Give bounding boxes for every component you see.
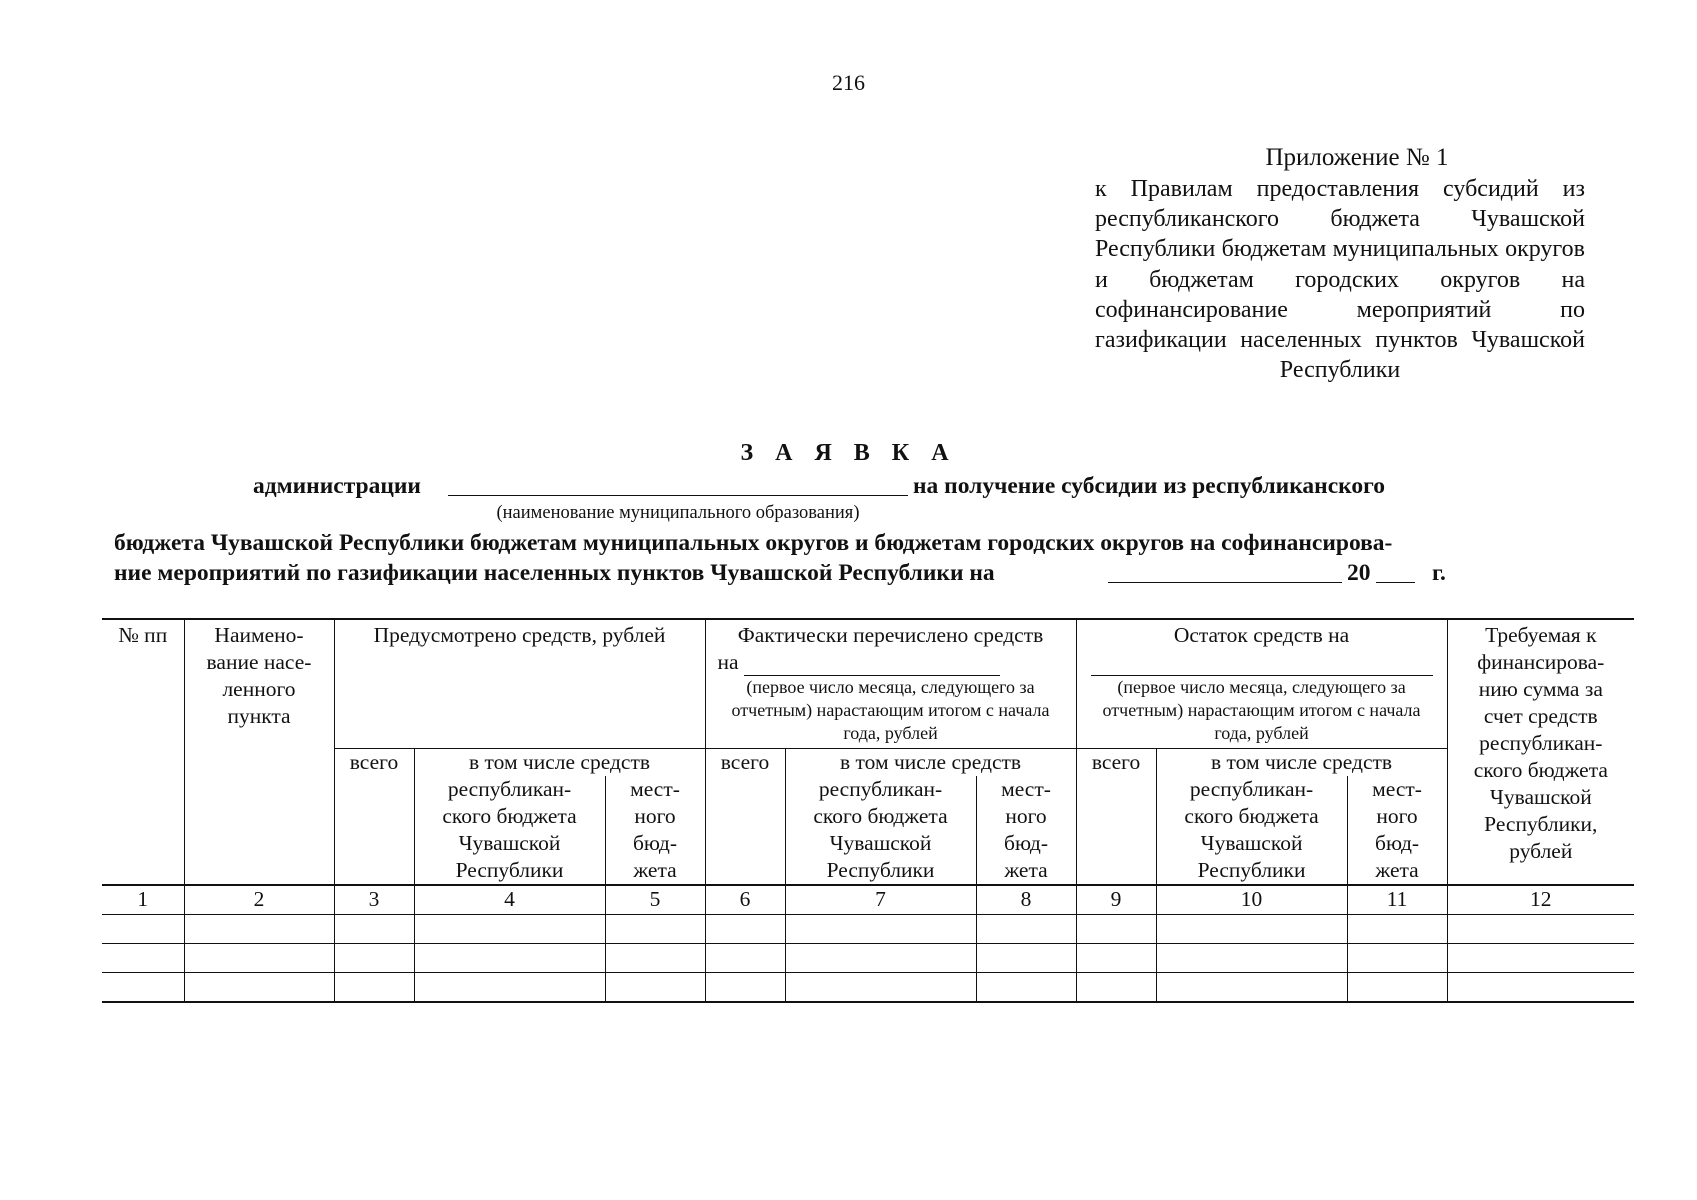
table-cell[interactable]	[414, 944, 605, 973]
table-row	[102, 915, 1634, 944]
transferred-local-budget-header: мест-ного бюд-жета	[976, 776, 1076, 885]
table-cell[interactable]	[1076, 944, 1156, 973]
year-prefix: 20	[1347, 560, 1371, 586]
group-header-transferred-title: Фактически перечислено средств	[737, 623, 1044, 647]
col-number: 4	[414, 885, 605, 915]
table-cell[interactable]	[1347, 973, 1447, 1003]
col-number: 12	[1447, 885, 1634, 915]
table-cell[interactable]	[102, 944, 184, 973]
col-header-no: № пп	[102, 619, 184, 885]
municipality-hint: (наименование муниципального образования)	[496, 503, 860, 523]
transferred-na-label: на	[717, 650, 739, 674]
page-number: 216	[832, 70, 865, 95]
table-cell[interactable]	[1347, 944, 1447, 973]
request-line1-left: администрации	[253, 473, 421, 499]
transferred-incl-header: в том числе средств	[785, 749, 1076, 777]
remainder-local-budget-header: мест-ного бюд-жета	[1347, 776, 1447, 885]
col-number: 7	[785, 885, 976, 915]
table-cell[interactable]	[705, 944, 785, 973]
table-cell[interactable]	[976, 915, 1076, 944]
group-header-remainder-title: Остаток средств на	[1173, 623, 1350, 647]
table-cell[interactable]	[605, 915, 705, 944]
col-number: 2	[184, 885, 334, 915]
transferred-total-header: всего	[705, 749, 785, 886]
table-cell[interactable]	[1156, 973, 1347, 1003]
col-number: 8	[976, 885, 1076, 915]
col-number: 9	[1076, 885, 1156, 915]
col-number: 3	[334, 885, 414, 915]
table-cell[interactable]	[102, 973, 184, 1003]
remainder-hint: (первое число месяца, следующего за отчетным) нарастающим итогом с начала года, рублей	[1102, 677, 1421, 743]
table-cell[interactable]	[414, 915, 605, 944]
planned-local-budget-header: мест-ного бюд-жета	[605, 776, 705, 885]
appendix-text: к Правилам предоставления субсидий из республиканского бюджета Чувашской Республики бюджетам муниципальных округов и бюджетам городских округов на софинансирование мероприятий по газификации населенных пунктов Чувашской Республики	[1095, 176, 1585, 384]
table-cell[interactable]	[1076, 973, 1156, 1003]
table-cell[interactable]	[1447, 915, 1634, 944]
transferred-rep-budget-header: республикан-ского бюджета Чувашской Республики	[785, 776, 976, 885]
col-header-required: Требуемая к финансирова-нию сумма за счет средств республикан-ского бюджета Чувашской Республики, рублей	[1447, 619, 1634, 885]
table-cell[interactable]	[605, 944, 705, 973]
request-line2: бюджета Чувашской Республики бюджетам муниципальных округов и бюджетам городских округов на софинансирова-	[114, 530, 1393, 556]
planned-total-header: всего	[334, 749, 414, 886]
remainder-date-line	[1077, 649, 1447, 676]
request-line3: ние мероприятий по газификации населенных пунктов Чувашской Республики на	[114, 560, 995, 586]
table-cell[interactable]	[785, 973, 976, 1003]
table-cell[interactable]	[1156, 915, 1347, 944]
table-cell[interactable]	[184, 915, 334, 944]
municipality-blank-field[interactable]	[448, 495, 908, 496]
table-row	[102, 973, 1634, 1003]
request-line1-right: на получение субсидии из республиканского	[913, 473, 1385, 499]
column-numbers-row	[102, 885, 1634, 915]
year-suffix: г.	[1432, 560, 1446, 586]
appendix-title: Приложение № 1	[1265, 144, 1449, 171]
table-cell[interactable]	[1347, 915, 1447, 944]
table-cell[interactable]	[785, 944, 976, 973]
table-cell[interactable]	[334, 944, 414, 973]
table-cell[interactable]	[184, 973, 334, 1003]
table-cell[interactable]	[705, 915, 785, 944]
table-cell[interactable]	[785, 915, 976, 944]
request-table	[102, 618, 1634, 1003]
year-blank-field[interactable]	[1376, 582, 1415, 583]
col-header-settlement: Наимено-вание насе-ленного пункта	[184, 619, 334, 885]
transferred-date-line	[706, 649, 1076, 676]
remainder-rep-budget-header: республикан-ского бюджета Чувашской Республики	[1156, 776, 1347, 885]
request-title: З А Я В К А	[740, 440, 957, 466]
table-cell[interactable]	[605, 973, 705, 1003]
table-row	[102, 944, 1634, 973]
group-header-planned: Предусмотрено средств, рублей	[334, 619, 705, 749]
table-cell[interactable]	[976, 944, 1076, 973]
group-header-transferred	[705, 619, 1076, 749]
table-cell[interactable]	[976, 973, 1076, 1003]
col-number: 10	[1156, 885, 1347, 915]
col-number: 5	[605, 885, 705, 915]
remainder-date-blank[interactable]	[1091, 661, 1433, 676]
table-cell[interactable]	[334, 973, 414, 1003]
remainder-incl-header: в том числе средств	[1156, 749, 1447, 777]
col-number: 6	[705, 885, 785, 915]
remainder-total-header: всего	[1076, 749, 1156, 886]
transferred-date-blank[interactable]	[744, 653, 1000, 676]
planned-rep-budget-header: республикан-ского бюджета Чувашской Республики	[414, 776, 605, 885]
table-cell[interactable]	[1447, 973, 1634, 1003]
transferred-hint: (первое число месяца, следующего за отчетным) нарастающим итогом с начала года, рублей	[731, 677, 1050, 743]
table-cell[interactable]	[102, 915, 184, 944]
table-cell[interactable]	[1156, 944, 1347, 973]
col-number: 11	[1347, 885, 1447, 915]
table-cell[interactable]	[334, 915, 414, 944]
table-cell[interactable]	[1447, 944, 1634, 973]
group-header-remainder	[1076, 619, 1447, 749]
table-cell[interactable]	[414, 973, 605, 1003]
col-number: 1	[102, 885, 184, 915]
period-blank-field[interactable]	[1108, 582, 1342, 583]
table-cell[interactable]	[1076, 915, 1156, 944]
table-cell[interactable]	[184, 944, 334, 973]
planned-incl-header: в том числе средств	[414, 749, 705, 777]
table-cell[interactable]	[705, 973, 785, 1003]
